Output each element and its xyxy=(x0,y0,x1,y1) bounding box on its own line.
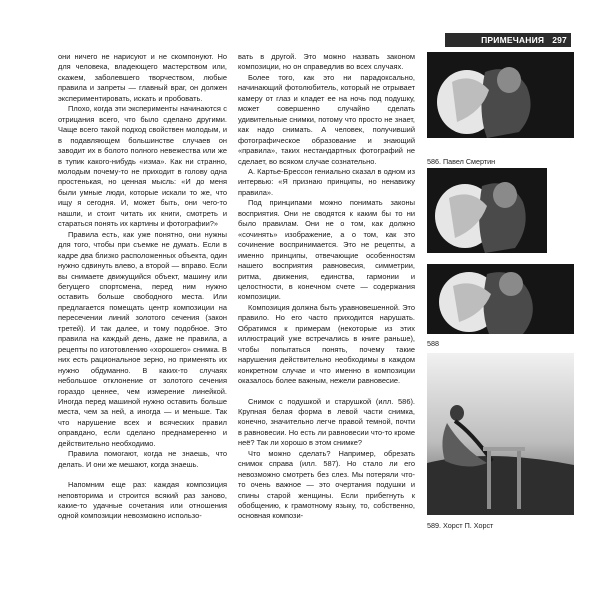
paragraph: Правила помогают, когда не знаешь, что делать. И они же мешают, когда знаешь. xyxy=(58,449,227,469)
caption-588: 588 xyxy=(427,339,439,348)
photo-586-pillow-old-woman xyxy=(427,52,574,138)
caption-586: 586. Павел Смертин xyxy=(427,157,496,166)
paragraph: Правила есть, как уже понятно, они нужны для того, чтобы при съемке не думать. Если в кадре два близко расположенных объекта, один нужно сдвинуть влево, а второй — вправо. Если вы снимаете движущийся объект, машину или бегущего спортсмена, перед ним нужно оставить больше свободного места. Или предлагается помещать центр композиции на пересечении линий золотого сечения (закон третей). И так далее, и тому подобное. Это правила на каждый день, даже не правила, а рецепты по изготовлению «хорошего» снимка. В них есть рациональное зерно, но применять их нужно обдуманно. В каких-то случаях небольшое отклонение от золотого сечения гораздо ценнее, чем измерение линейкой. Иногда перед машиной нужно оставить больше места, чем за ней, а иногда — и меньше. Так что нарушение всех и всяческих правил оправдано, если сделано преднамеренно и действительно необходимо. xyxy=(58,229,227,448)
paragraph: Композиция должна быть уравновешенной. Это правило. Но его часто приходится нарушать. Обратимся к примерам (некоторые из этих иллюстраций уже встречались в книге раньше), чтобы попытаться понять, почему такие нарушения действительно необходимы в каждом конкретном случае и что именно в композиции оказалось более важным, нежели равновесие. xyxy=(238,302,415,386)
photo-587-cropped xyxy=(427,168,547,253)
paragraph: Снимок с подушкой и старушкой (илл. 586). Крупная белая форма в левой части снимка, конечно, значительно легче правой темной, почти в равновесии. Но есть ли равновесии что-то кроме неё? Так ли хорошо в этом снимке? xyxy=(238,396,415,448)
paragraph: Под принципами можно понимать законы восприятия. Они не сводятся к каким бы то ни было правилам. Они не о том, как должно «сочинять» изображение, а о том, как это сочинение воспринимается. Это не рецепты, а именно принципы, отвечающие особенностям нашего восприятия равновесия, симметрии, ритма, движения, единства, гармонии и целостности, в конечном счете — содержания композиции. xyxy=(238,198,415,302)
paragraph: Напомним еще раз: каждая композиция неповторима и строится всякий раз заново, какие-то удачные сочетания или отношения одной композиции невозможно использо- xyxy=(58,480,227,521)
paragraph: Плохо, когда эти эксперименты начинаются с отрицания всего, что было сделано другими. Чаще всего такой подход свойствен молодым, и в подавляющем большинстве случаев он заводит их в болото полного невежества или же в тупик какого-нибудь «изма». Как ни странно, молодым почему-то не приходит в голову одна простенькая, но ценная мысль: «И до меня были умные люди, которые искали то же, что ищу я сегодня. И, может быть, они чего-то нашли, и стоит читать их книги, смотреть и стараться понять их картины и фотографии?» xyxy=(58,104,227,229)
caption-589: 589. Хорст П. Хорст xyxy=(427,521,494,530)
photo-588-alt-crop xyxy=(427,264,574,334)
photo-589-horst xyxy=(427,353,574,515)
text-column-left xyxy=(58,52,227,522)
text-column-middle xyxy=(238,52,415,522)
paragraph: вать в другой. Это можно назвать законом композиции, но он справедлив во всех случаях. xyxy=(238,52,415,72)
paragraph: Более того, как это ни парадоксально, начинающий фотолюбитель, который не отрывает камеру от глаз и кладет ее на ночь под подушку, может совершенно случайно сделать удивительные снимки, потому что просто не знает, как надо снимать. А человек, получивший фотографическое образование и знающий «правила», таких нестандартных фотографий не сделает, во всяком случае сознательно. xyxy=(238,72,415,166)
paragraph: они ничего не нарисуют и не скомпонуют. Но для человека, владеющего мастерством или, скажем, заболевшего творчеством, любые правила и запреты — главный враг, он должен экспериментировать, искать и пробовать. xyxy=(58,52,227,103)
paragraph: А. Картье-Брессон гениально сказал в одном из интервью: «Я признаю принципы, но ненавижу правила». xyxy=(238,166,415,197)
section-title: ПРИМЕЧАНИЯ xyxy=(481,35,545,45)
page-number: 297 xyxy=(552,35,567,45)
paragraph: Что можно сделать? Например, обрезать снимок справа (илл. 587). Но стало ли его невозможно смотреть без слез. Мы потеряли что-то очень важное — это очертания подушки и спины старой женщины. Если прибегнуть к обобщению, к грамотному языку, то, собственно, основная компози- xyxy=(238,448,415,521)
running-header xyxy=(445,33,571,47)
